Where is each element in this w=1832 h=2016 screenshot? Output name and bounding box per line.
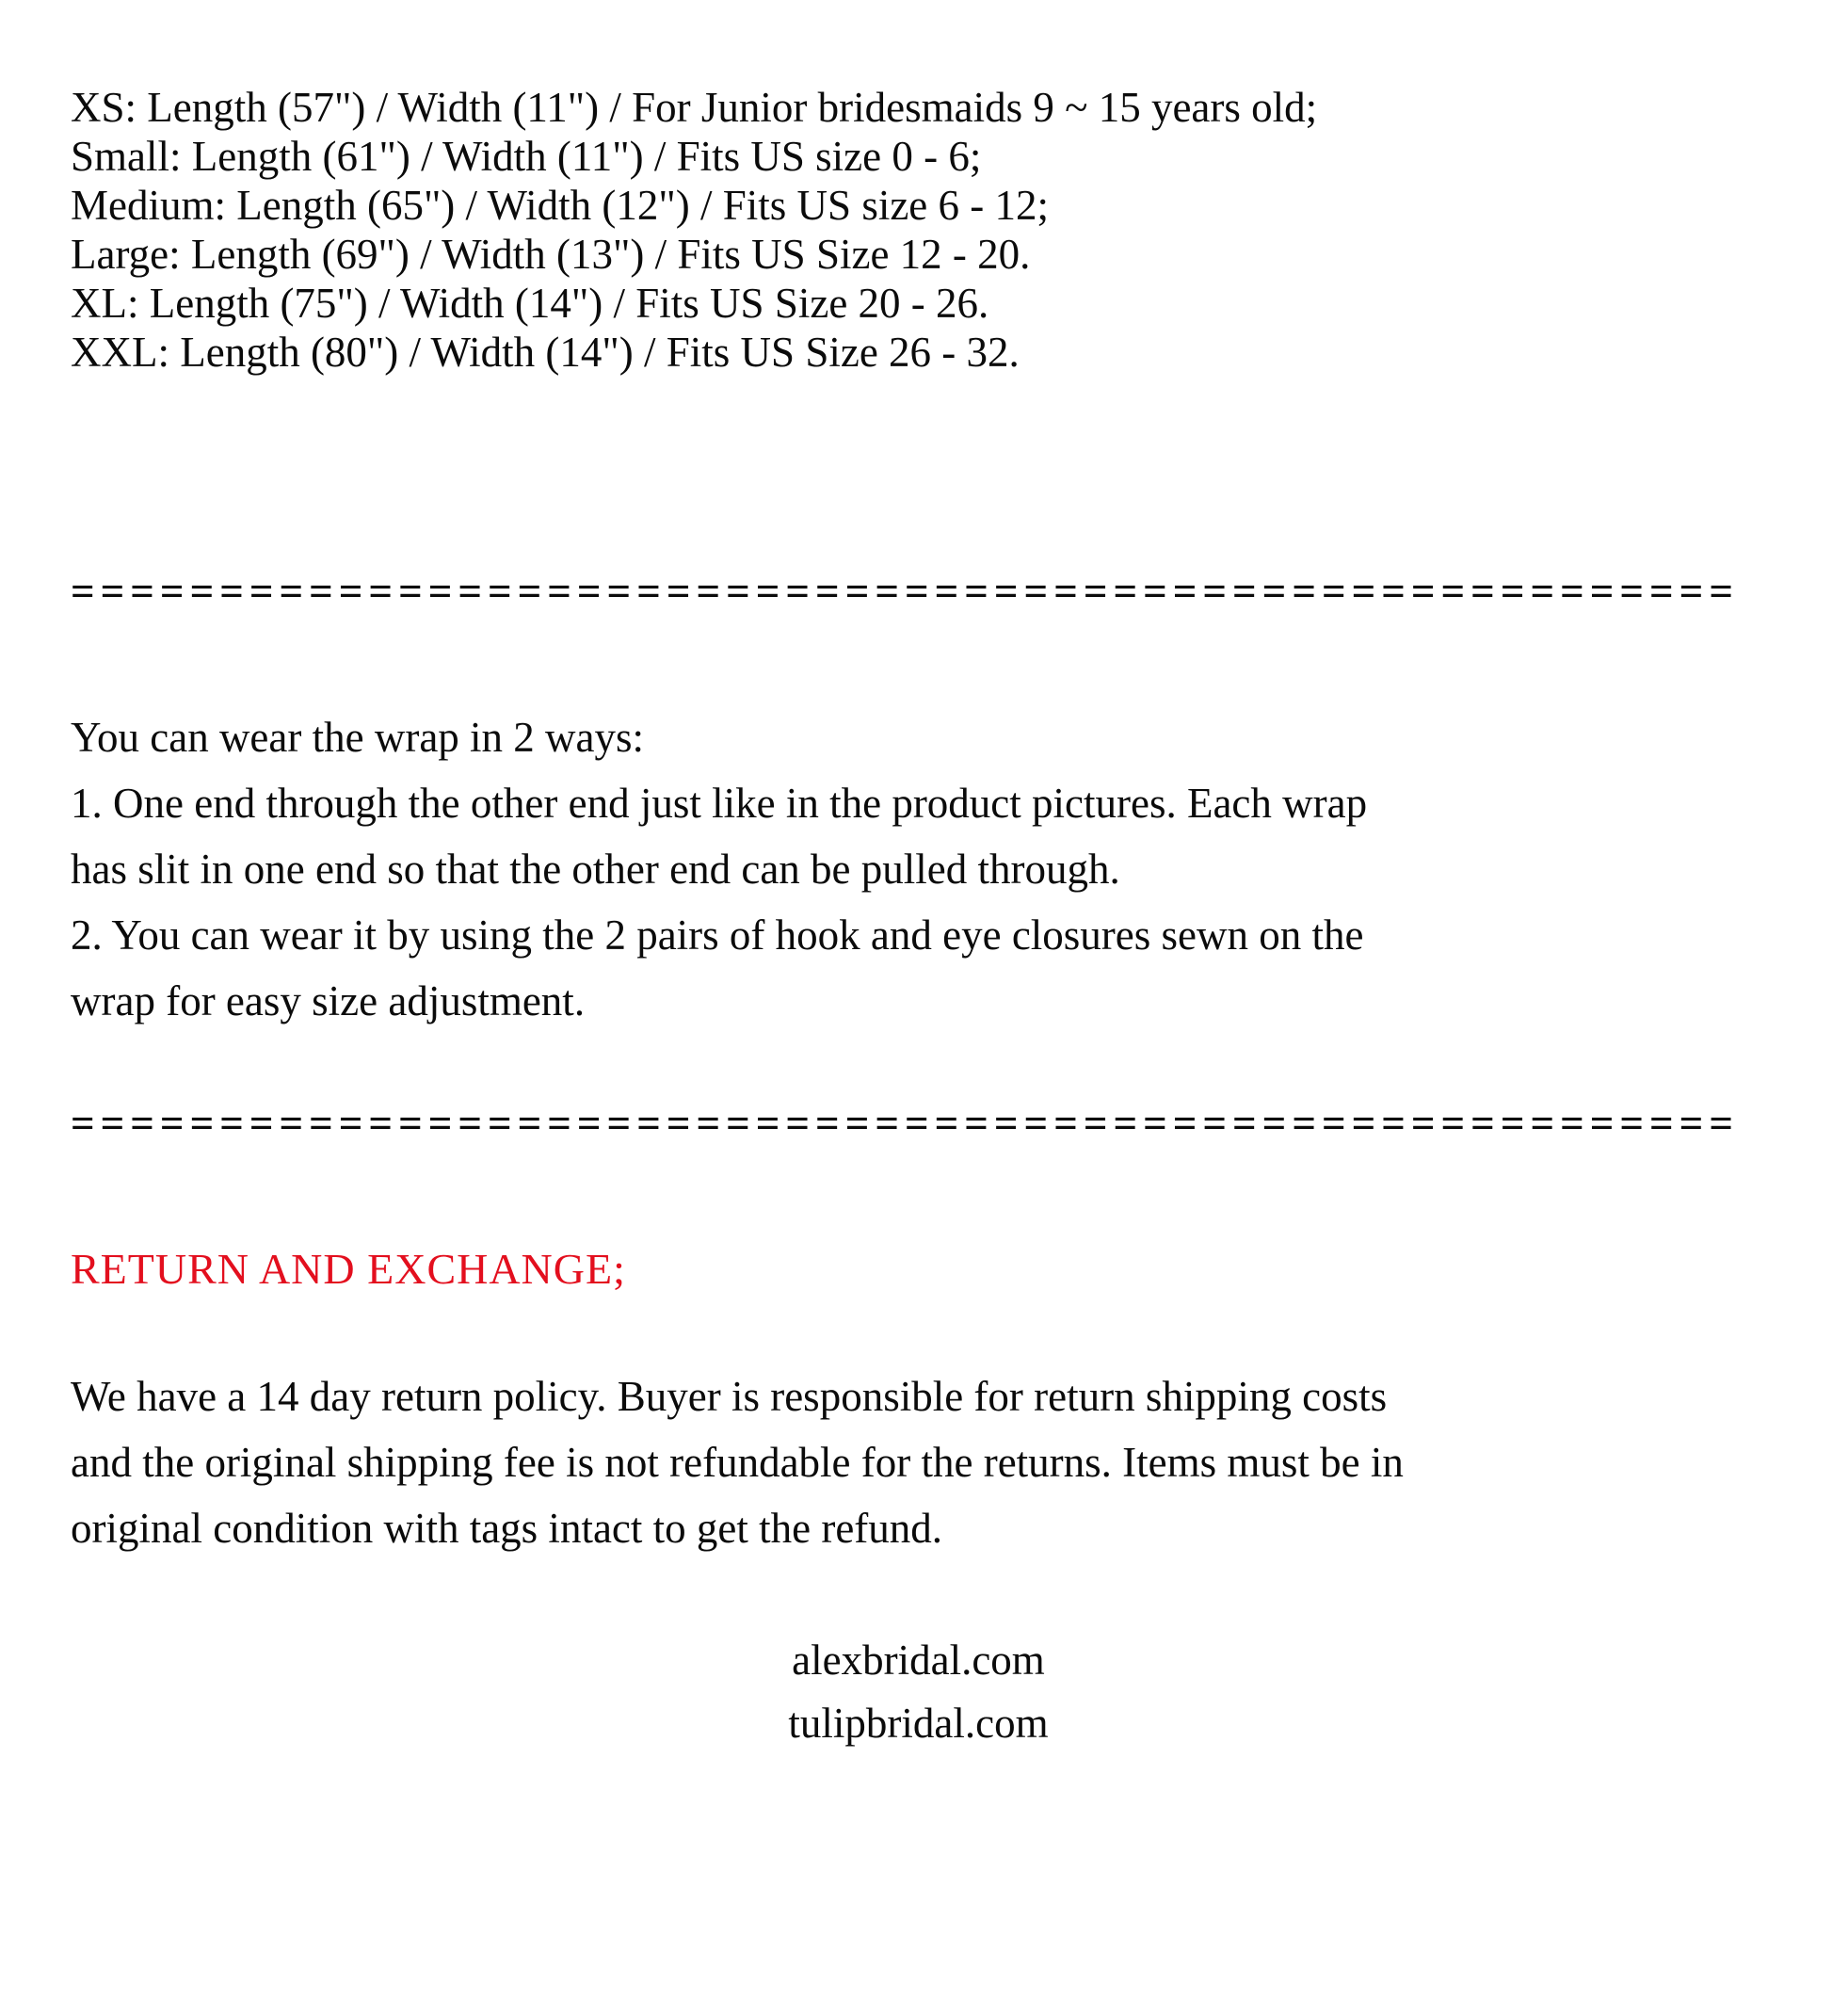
wearing-instructions (71, 704, 1766, 1034)
websites (71, 1629, 1766, 1755)
return-policy-line-1: We have a 14 day return policy. Buyer is responsible for return shipping costs (71, 1373, 1388, 1420)
size-chart-line-xxl: XXL: Length (80") / Width (14") / Fits US Size 26 - 32. (71, 329, 1020, 376)
size-chart-line-medium: Medium: Length (65") / Width (12") / Fits US size 6 - 12; (71, 182, 1050, 229)
website-alexbridal: alexbridal.com (792, 1637, 1045, 1684)
size-chart (71, 83, 1766, 377)
return-policy-line-2: and the original shipping fee is not refundable for the returns. Items must be in (71, 1439, 1404, 1486)
size-chart-line-xs: XS: Length (57") / Width (11") / For Junior bridesmaids 9 ~ 15 years old; (71, 84, 1318, 131)
wearing-way1-line-2: has slit in one end so that the other end can be pulled through. (71, 846, 1120, 893)
wearing-way1-line-1: 1. One end through the other end just like in the product pictures. Each wrap (71, 780, 1368, 827)
size-chart-line-large: Large: Length (69") / Width (13") / Fits US Size 12 - 20. (71, 231, 1031, 278)
section-divider-top: ======================================================== (71, 568, 1739, 615)
section-divider-bottom: ======================================================== (71, 1100, 1739, 1147)
return-policy-paragraph (71, 1363, 1766, 1561)
return-policy-line-3: original condition with tags intact to get the refund. (71, 1505, 943, 1552)
size-chart-line-small: Small: Length (61") / Width (11") / Fits US size 0 - 6; (71, 133, 982, 180)
wearing-intro-line: You can wear the wrap in 2 ways: (71, 714, 645, 761)
return-exchange-heading: RETURN AND EXCHANGE; (71, 1245, 626, 1293)
wearing-way2-line-1: 2. You can wear it by using the 2 pairs of hook and eye closures sewn on the (71, 911, 1364, 959)
website-tulipbridal: tulipbridal.com (788, 1700, 1049, 1747)
wearing-way2-line-2: wrap for easy size adjustment. (71, 977, 586, 1024)
size-chart-line-xl: XL: Length (75") / Width (14") / Fits US Size 20 - 26. (71, 280, 989, 327)
